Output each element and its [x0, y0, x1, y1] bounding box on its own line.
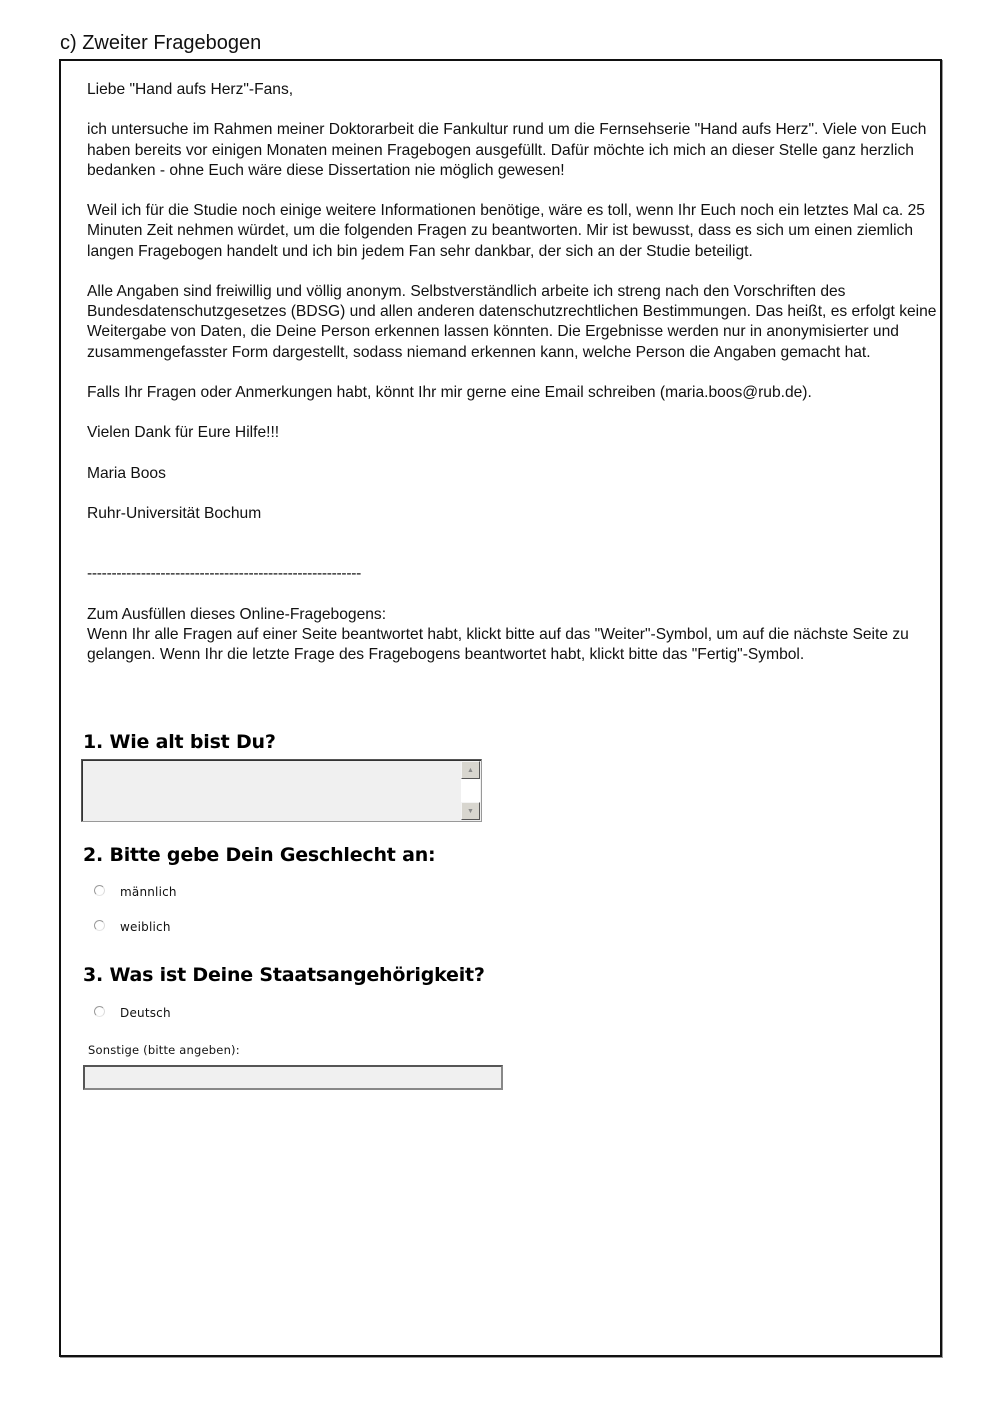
option-label: weiblich [120, 920, 171, 934]
other-nationality-label: Sonstige (bitte angeben): [88, 1043, 240, 1057]
intro-paragraph-1: ich untersuche im Rahmen meiner Doktorarbeit die Fankultur rund um die Fernsehserie "Hand aufs Herz". Viele von Euch haben bereits vor einigen Monaten meinen Fragebogen ausgefüllt. Dafür möchte ich mich an dieser Stelle ganz herzlich bedanken - ohne Euch wäre diese Dissertation nie möglich gewesen! [87, 121, 927, 179]
scroll-up-button[interactable] [461, 761, 480, 779]
gender-option-female[interactable] [94, 918, 171, 936]
radio-button-icon[interactable] [94, 920, 105, 931]
intro-text [87, 80, 942, 665]
nationality-option-german[interactable] [94, 1004, 171, 1022]
question-1-title: 1. Wie alt bist Du? [83, 731, 276, 753]
age-textarea[interactable] [81, 759, 482, 822]
instructions-heading: Zum Ausfüllen dieses Online-Fragebogens: [87, 605, 387, 623]
question-3-title: 3. Was ist Deine Staatsangehörigkeit? [83, 964, 485, 986]
scroll-down-button[interactable] [461, 802, 480, 820]
author-name: Maria Boos [87, 464, 166, 482]
intro-paragraph-3: Alle Angaben sind freiwillig und völlig anonym. Selbstverständlich arbeite ich streng nach den Vorschriften des Bundesdatenschutzgesetzes (BDSG) und allen anderen datenschutzrechtlichen Bestimmungen. Das heißt, es erfolgt keine Weitergabe von Daten, die Deine Person erkennen lassen könnten. Die Ergebnisse werden nur in anonymisierter und zusammengefasster Form dargestellt, sodass niemand erkennen kann, welche Person die Angaben gemacht hat. [87, 282, 937, 361]
intro-paragraph-2: Weil ich für die Studie noch einige weitere Informationen benötige, wäre es toll, wenn Ihr Euch noch ein letztes Mal ca. 25 Minuten Zeit nehmen würdet, um die folgenden Fragen zu beantworten. Mir ist bewusst, dass es sich um einen ziemlich langen Fragebogen handelt und ich bin jedem Fan sehr dankbar, der sich an der Studie beteiligt. [87, 202, 925, 260]
radio-button-icon[interactable] [94, 885, 105, 896]
contact-text: Falls Ihr Fragen oder Anmerkungen habt, könnt Ihr mir gerne eine Email schreiben (maria.boos@rub.de). [87, 383, 812, 401]
question-2-title: 2. Bitte gebe Dein Geschlecht an: [83, 844, 436, 866]
gender-option-male[interactable] [94, 883, 177, 901]
arrow-up-icon: ▲ [467, 766, 474, 774]
text-divider: -------------------------------------------------------- [87, 565, 361, 583]
section-caption: c) Zweiter Fragebogen [60, 32, 262, 54]
institution-name: Ruhr-Universität Bochum [87, 505, 262, 523]
radio-button-icon[interactable] [94, 1006, 105, 1017]
other-nationality-input[interactable] [83, 1065, 503, 1090]
instructions-body: Wenn Ihr alle Fragen auf einer Seite beantwortet habt, klickt bitte auf das "Weiter"-Symbol, um auf die nächste Seite zu gelangen. Wenn Ihr die letzte Frage des Fragebogens beantwortet habt, klickt bitte das "Fertig"-Symbol. [87, 625, 909, 663]
option-label: Deutsch [120, 1006, 171, 1020]
option-label: männlich [120, 885, 177, 899]
arrow-down-icon: ▼ [467, 807, 474, 815]
thanks-text: Vielen Dank für Eure Hilfe!!! [87, 424, 280, 442]
greeting: Liebe "Hand aufs Herz"-Fans, [87, 81, 294, 98]
textarea-scrollbar[interactable] [461, 761, 480, 820]
questionnaire-screenshot-frame [59, 59, 942, 1357]
